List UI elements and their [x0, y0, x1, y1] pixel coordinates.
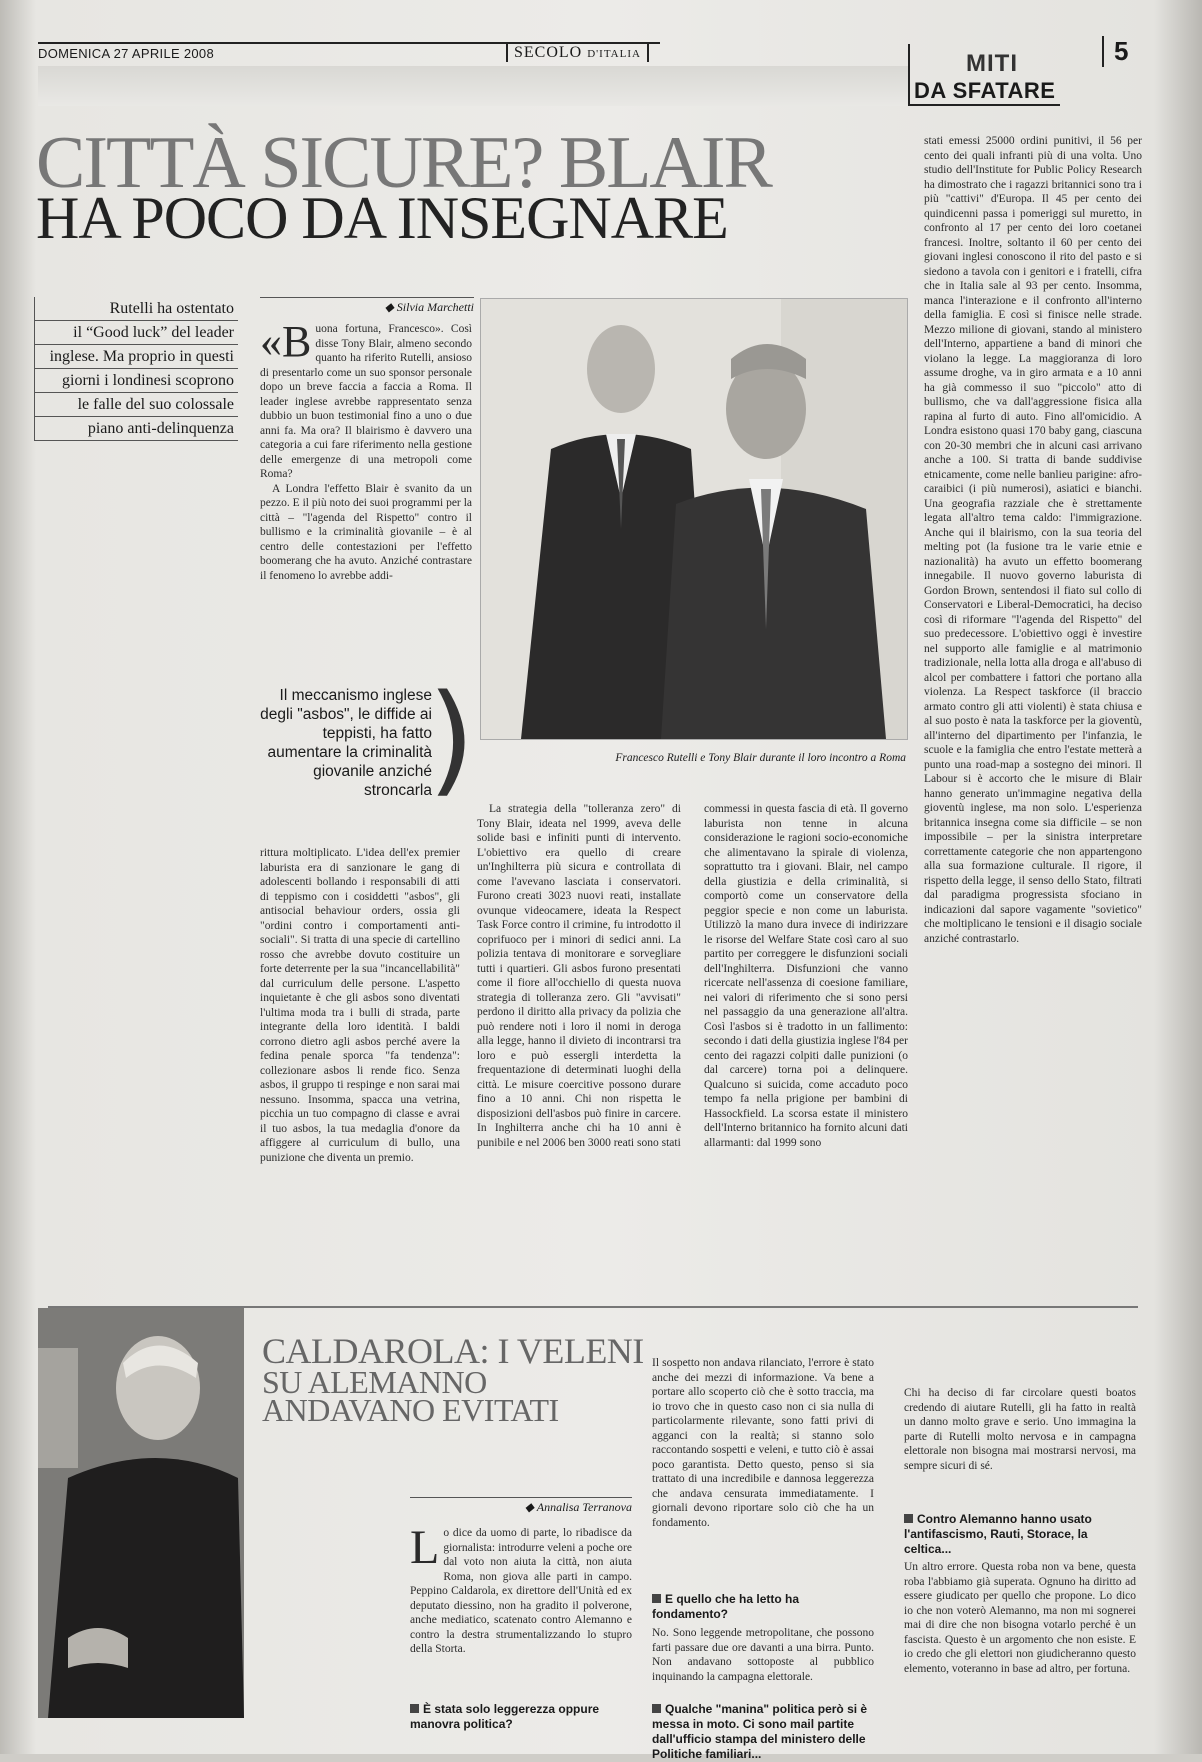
summary-line: Rutelli ha ostentato — [34, 297, 238, 321]
page-number: 5 — [1102, 36, 1128, 67]
article2-answer-1: Il sospetto non andava rilanciato, l'errore è stato anche dei mezzi di informazione. Va bene a portare allo scoperto ciò che è sotto traccia, ma io trovo che in questo caso non ci sia nulla di particolarmente rilevante, sono fatti privi di agganci con la realtà; si stanno solo raccontando sospetti e veleni, e tutto ciò è assai poco garantista. Detto questo, penso si sia trattato di una incredibile e dannosa leggerezza che andava censurata immediatamente. I giornali devono riportare solo ciò che ha un fondamento. — [652, 1357, 874, 1529]
drop-cap: «B — [260, 322, 312, 366]
article2-answer-3: Chi ha deciso di far circolare questi boatos credendo di aiutare Rutelli, gli ha fatto in realtà un danno molto grave e serio. Uno immagina la parte di Rutelli molto nervosa e in campagna elettorale non bisogna mai mostrarsi nervosi, ma sempre sicuri di sé. — [904, 1387, 1136, 1472]
intro-paragraph: o dice da uomo di parte, lo ribadisce da giornalista: introdurre veleni a poche ore dal voto non aiuta la città, non aiuta Roma, non giova alle parti in campo. Peppino Caldarola, ex direttore dell'Unità ed ex deputato diessino, non ha gradito il polverone, anche mediatico, scatenato contro Alemanno e contro la destra strumentalizzando lo stupro della Storta. — [410, 1527, 632, 1655]
question-marker-icon — [652, 1594, 661, 1603]
question-marker-icon — [410, 1704, 419, 1713]
summary-line: il “Good luck” del leader — [34, 321, 238, 345]
photo-illustration — [38, 1308, 244, 1718]
photo-caption: Francesco Rutelli e Tony Blair durante il loro incontro a Roma — [615, 752, 906, 764]
headline2-line-3: ANDAVANO EVITATI — [262, 1392, 559, 1428]
headline-line-2: HA POCO DA INSEGNARE — [36, 185, 728, 251]
issue-date: DOMENICA 27 APRILE 2008 — [38, 46, 214, 61]
article-byline: ◆ Silvia Marchetti — [260, 297, 474, 315]
article2-answer-4: Un altro errore. Questa roba non va bene, questa roba l'abbiamo già superata. Ognuno ha diritto ad essere giudicato per quello che propone. Lo dico io che non voterò Alemanno, ma non mi sognerei mai di dire che non bisogna votarlo perché è un fascista. Questo è un argomento che non esiste. E io credo che gli elettori non giudicheranno questo elemento, voteranno in base ad altro, per fortuna. — [904, 1561, 1136, 1675]
question-text: È stata solo leggerezza oppure manovra politica? — [410, 1702, 600, 1731]
article-column-4: stati emessi 25000 ordini punitivi, il 56 per cento dei quali infranti più di una volta. Uno studio dell'Institute for Public Policy Research ha dimostrato che i ragazzi britannici sono tra i più "cattivi" d'Europa. Il 45 per cento dei quindicenni passa i pomeriggi sul muretto, in confronto al 17 per cento dei loro coetanei francesi. Inoltre, soltanto il 60 per cento dei giovani inglesi conoscono il rito del pasto e si siedono a tavola con i genitori e i fratelli, cifra che in Italia sale al 93 per cento. Insomma, manca l'interazione e il confronto all'interno della famiglia. E così si finisce nelle strade. Mezzo milione di giovani, stando al ministero dell'Interno, appartiene a band di minori che violano la legge. La maggioranza di loro assume droghe, va in giro armata e a 10 anni ha già commesso il suo "piccolo" atto di bullismo, che va dall'aggressione fisica alla rapina al furto di auto. Fino all'omicidio. A Londra esistono quasi 170 baby gang, ciascuna con 20-30 membri che in alcuni casi arrivano anche a 100. Si tratta di bande suddivise etnicamente, come nelle banlieu parigine: afro-caraibici (i più numerosi), asiatici e bianchi. Una geografia razziale che è strettamente legata all'altro tema caldo: l'immigrazione. Anche qui il blairismo, con la sua teoria del melting pot (la fusione tra le varie etnie e nazionalità) ha avuto un effetto boomerang innegabile. Il nuovo governo laburista di Gordon Brown, sentendosi il fiato sul collo di Conservatori e Liberal-Democratici, ha deciso così di riformare "l'agenda del Rispetto" del suo predecessore. L'obiettivo oggi è investire nel supporto alle famiglie e al matrimonio tradizionale, nella lotta alla droga e all'abuso di alcol per combattere i fattori che portano alla violenza. La Respect taskforce (il braccio armato contro gli atti violenti) è stata chiusa e al suo posto è nata la taskforce per la gioventù, all'interno del dipartimento per l'infanzia, le scuole e la famiglia che entro l'estate metterà a punto una road-map a sostegno dei minori. Il Labour si è accorto che le misure di Blair hanno generato un'immagine negativa della gioventù inglese, ma non solo. L'esperienza britannica insegna come sia difficile – se non impossibile – per la sinistra interpretare correttamente categorie che non appartengono alla sua formazione culturale. Il rigore, il rispetto della legge, il senso dello Stato, filtrati dal paradigma progressista sfociano in indicazioni dal sapore vagamente "sovietico" che moltiplicano le tensioni e il disagio sociale anziché contrastarlo. — [924, 135, 1142, 945]
summary-line: inglese. Ma proprio in questi — [34, 345, 238, 369]
summary-line: le falle del suo colossale — [34, 393, 238, 417]
section-label — [908, 44, 1078, 106]
section-label-bottom: DA SFATARE — [914, 78, 1056, 103]
author-name: Annalisa Terranova — [536, 1500, 632, 1514]
paragraph: A Londra l'effetto Blair è svanito da un pezzo. E il più noto dei suoi programmi per la città – "l'agenda del Rispetto" contro il bullismo e la criminalità giovanile – è al centro delle contestazioni per l'effetto boomerang che ha avuto. Anziché contrastare il fenomeno lo avrebbe addi- — [260, 482, 472, 582]
photo-caldarola — [38, 1308, 244, 1718]
question-text: E quello che ha letto ha fondamento? — [652, 1592, 800, 1621]
question-text: Contro Alemanno hanno usato l'antifascismo, Rauti, Storace, la celtica... — [904, 1512, 1092, 1556]
photo-illustration — [481, 299, 907, 739]
interview-question — [410, 1702, 632, 1732]
article2-byline: ◆ Annalisa Terranova — [410, 1497, 632, 1515]
article2-column-1 — [410, 1526, 632, 1706]
question-text: Qualche "manina" politica però si è messa in moto. Ci sono mail partite dall'ufficio stampa del ministero delle Politiche familiari... — [652, 1702, 868, 1761]
article-column-3: commessi in questa fascia di età. Il governo laburista non tenne in alcuna considerazione le ragioni socio-economiche che alimentavano la spirale di violenza, soprattutto tra i giovani. Blair, nel campo della giustizia e della criminalità, si comportò come un conservatore della peggior specie e non come un laburista. Utilizzò la mano dura invece di indirizzare le risorse del Welfare State così caro al suo partito per correggere le disfunzioni sociali dell'Inghilterra. Disfunzioni che vanno ricercate nell'assenza di coesione familiare, nei valori di riferimento che si sono persi nel passaggio da una generazione all'altra. Così l'asbos si è tradotto in un fallimento: secondo i dati della giustizia inglese l'84 per cento dei ragazzi colpiti dalle punizioni (o dal carcere) torna poi a delinquere. Qualcuno si suicida, come accaduto poco tempo fa nella prigione per bambini di Hassockfield. La scorsa estate il ministero dell'Interno britannico ha fornito alcuni dati allarmanti: dal 1999 sono — [704, 803, 908, 1149]
interview-question — [652, 1702, 874, 1762]
headline2-line-2: SU ALEMANNO — [262, 1364, 487, 1400]
article-column-2: La strategia della "tolleranza zero" di Tony Blair, ideata nel 1999, aveva delle solide basi e infiniti punti di intervento. L'obiettivo era quello di creare un'Inghilterra più sicura e controllata di come l'avevano lasciata i conservatori. Furono creati 3023 nuovi reati, installate ovunque videocamere, ideata la Respect Task Force contro il crimine, fu introdotto il coprifuoco per i minori di sedici anni. La polizia tentava di monitorare e sorvegliare tutti i quartieri. Gli asbos furono presentati come il fiore all'occhiello di questa nuova strategia di tolleranza zero. Gli "avvisati" perdono il diritto alla privacy da polizia che può rendere noti i loro il nomi in deroga alla legge, hanno il divieto di incontrarsi tra loro e può essergli interdetta la frequentazione di determinati luoghi della città. Le misure coercitive possono durare fino a 10 anni. Chi non rispetta le disposizioni dell'asbos può finire in carcere. In Inghilterra anche chi ha 10 anni è punibile e nel 2006 ben 3000 reati sono stati — [477, 803, 681, 1149]
lead-paragraph: uona fortuna, Francesco». Così disse Tony Blair, almeno secondo quanto ha riferito Rutelli, ansioso di presentarlo come un suo sponsor personale dopo un breve faccia a faccia a Roma. Il leader inglese avrebbe rappresentato senza dubbio un buon testimonial fino a uno o due anni fa. Ma ora? Il blairismo è davvero una categoria a cui fare riferimento nella gestione delle emergenze di una metropoli come Roma? — [260, 323, 472, 480]
drop-cap: L — [410, 1526, 440, 1574]
section-divider — [908, 44, 910, 104]
header-band — [38, 66, 908, 106]
interview-question — [904, 1512, 1136, 1557]
masthead-title: SECOLO — [514, 44, 583, 61]
photo-rutelli-blair — [480, 298, 908, 740]
article-column-1-top — [260, 322, 472, 652]
article-summary — [34, 297, 238, 441]
section-underline — [908, 104, 1060, 106]
summary-line: piano anti-delinquenza — [34, 417, 238, 441]
section-label-top: MITI — [966, 50, 1018, 77]
pull-quote-bracket-icon: ) — [428, 670, 475, 809]
masthead-subtitle: D'ITALIA — [587, 48, 641, 60]
author-name: Silvia Marchetti — [396, 300, 474, 314]
question-marker-icon — [904, 1514, 913, 1523]
headline2-line-1: CALDAROLA: I VELENI — [262, 1331, 644, 1371]
article-column-1-bottom: rittura moltiplicato. L'idea dell'ex premier laburista era di sanzionare le gang di adolescenti bollando i responsabili di atti di teppismo con i cosiddetti "asbos", gli antisocial behaviour orders, ossia gli "ordini contro i comportamenti anti-sociali". Si tratta di una specie di cartellino rosso che avrebbe dovuto costituire un forte deterrente per la sua "incancellabilità" dal curriculum delle persone. L'aspetto inquietante è che gli asbos sono diventati l'ultima moda tra i bulli di strada, parte integrante della loro identità. I baldi corrono dietro agli asbos perché avere la fedina penale sporca "fa tendenza": collezionare asbos li rende fico. Senza asbos, il gruppo ti respinge e non sarai mai nessuno. Insomma, spacca una vetrina, picchia un tuo compagno di classe e avrai il tuo asbos, la tua medaglia d'onore da affiggere al curriculum di bullo, una punizione che diventa un premio. — [260, 847, 460, 1164]
headline-line-1: CITTÀ SICURE? BLAIR — [36, 122, 771, 204]
summary-line: giorni i londinesi scoprono — [34, 369, 238, 393]
question-marker-icon — [652, 1704, 661, 1713]
interview-question — [652, 1592, 874, 1622]
pull-quote: Il meccanismo inglese degli "asbos", le diffide ai teppisti, ha fatto aumentare la criminalità giovanile anziché stroncarla — [260, 687, 432, 799]
article2-answer-2: No. Sono leggende metropolitane, che possono farti passare due ore davanti a una birra. Punto. Non andavano sottoposte al pubblico inquinando la campagna elettorale. — [652, 1627, 874, 1683]
masthead — [506, 44, 649, 62]
